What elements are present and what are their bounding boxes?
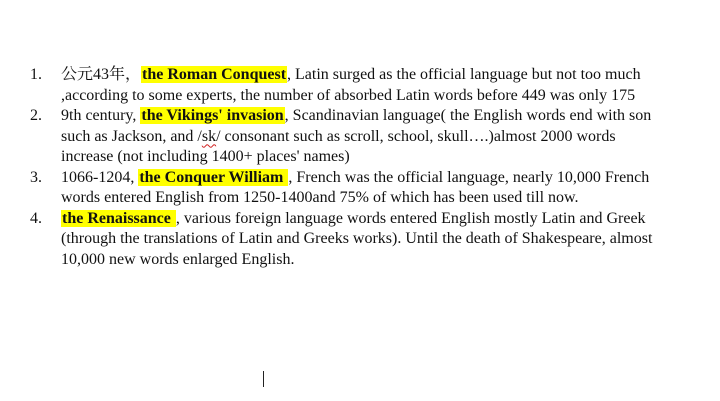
numbered-list [28,65,668,270]
item-description: , French was the official language, nearly 10,000 French words entered English from 1250-1400and 75% of which has been used till now. [61,168,650,206]
item-prefix: 公元43年， [61,66,142,83]
text-cursor [263,371,264,387]
list-item-text[interactable] [61,106,668,168]
list-item [28,209,668,271]
spellcheck-flagged-word[interactable]: sk [201,127,217,145]
list-number: 1. [30,66,42,83]
list-number: 4. [30,209,42,227]
item-prefix: 1066-1204, [61,168,139,186]
highlighted-term: the Conquer William [139,168,288,186]
item-description-cont: / consonant such as scroll, school, skull….)almost 2000 words increase (not including 1400+ places' names) [61,127,616,165]
item-description: , Scandinavian language( the English words end with son such as Jackson, and / [61,107,652,145]
item-description: , various foreign language words entered English mostly Latin and Greek (through the translations of Latin and Greeks works). Until the death of Shakespeare, almost 10,000 new words enlarged English. [61,209,653,268]
highlighted-term: the Renaissance [62,209,175,227]
list-item [28,65,668,106]
item-description: , Latin surged as the official language but not too much ,according to some experts, the number of absorbed Latin words before 449 was only 175 [61,66,641,104]
list-item-text[interactable] [61,168,668,209]
list-number: 2. [30,107,42,124]
list-item [28,106,668,168]
list-number: 3. [30,168,42,186]
list-item [28,168,668,209]
item-prefix: 9th century, [61,107,141,124]
list-item-text[interactable] [61,209,668,271]
highlighted-term: the Vikings' invasion [141,107,284,124]
list-item-text[interactable] [61,65,668,106]
highlighted-term: the Roman Conquest [142,66,287,83]
